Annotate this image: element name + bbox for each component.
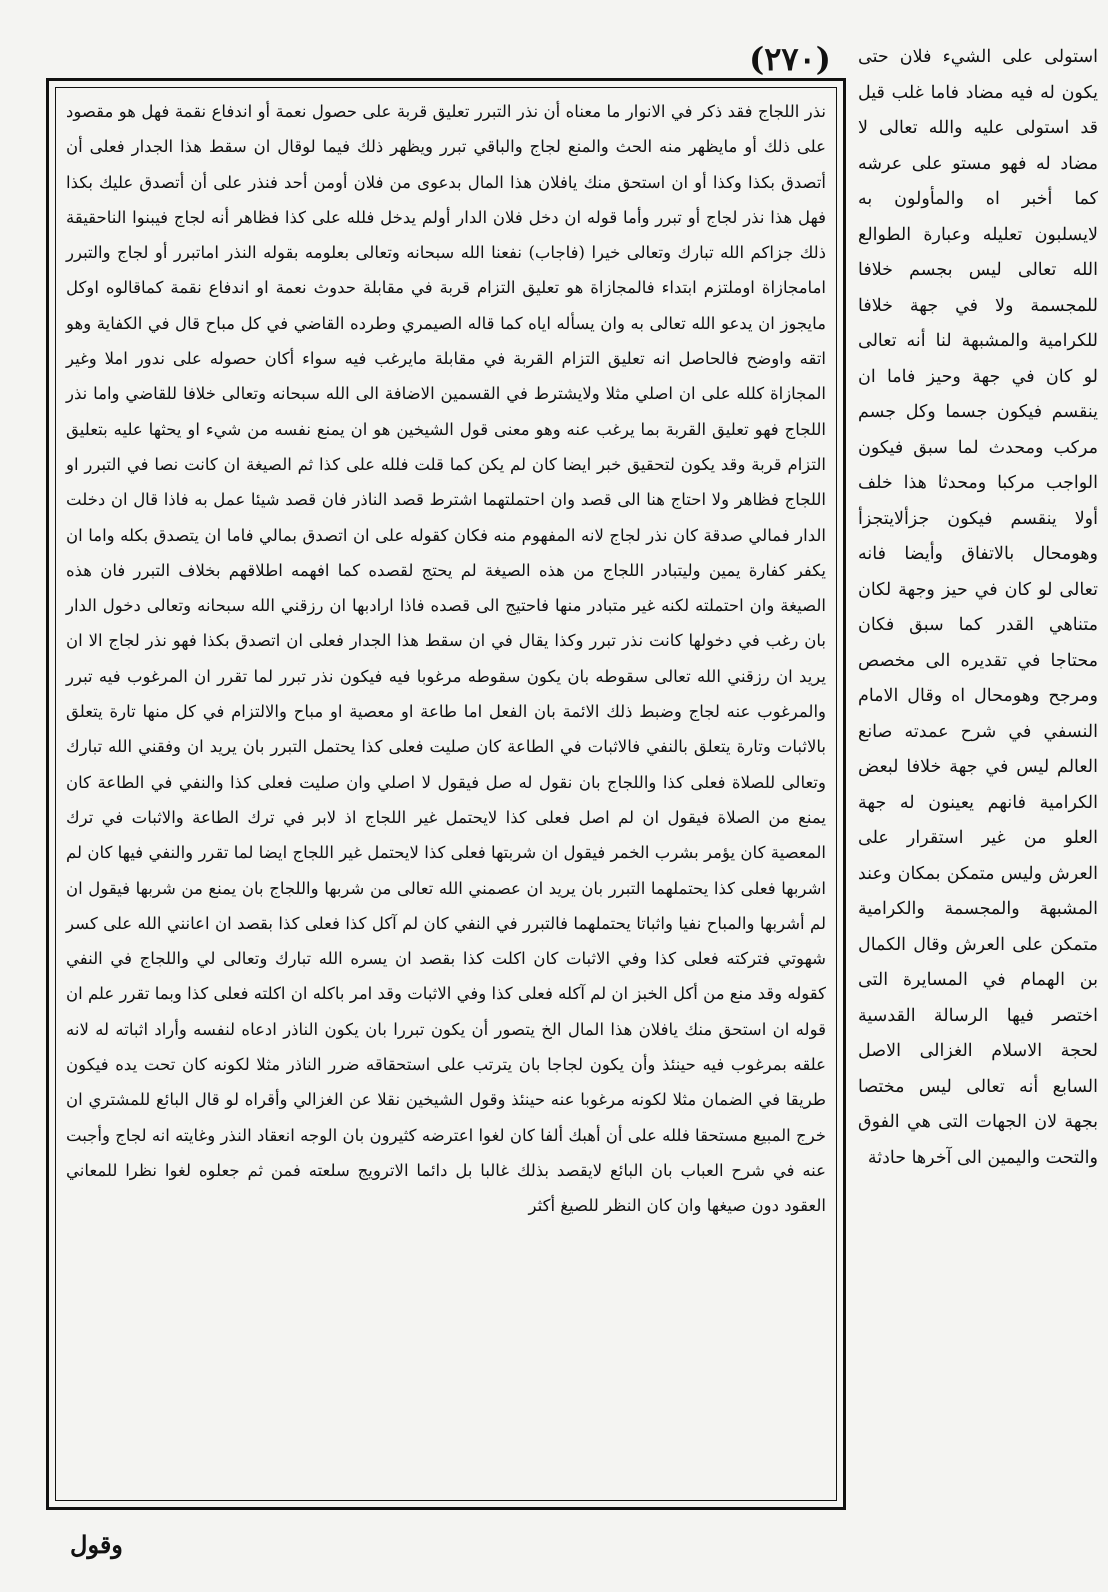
main-text-body xyxy=(66,94,826,1224)
main-text-inner-border xyxy=(55,87,837,1501)
main-text-frame xyxy=(46,78,846,1510)
margin-paragraph: استولى على الشيء فلان حتى يكون له فيه مضاد فاما غلب قيل قد استولى عليه والله تعالى لا مضاد له فهو مستو على عرشه كما أخبر اه والمأولون به لايسلبون تعليله وعبارة الطوالع الله تعالى ليس بجسم خلافا للمجسمة ولا في جهة خلافا للكرامية والمشبهة لنا أنه تعالى لو كان في جهة وحيز فاما ان ينقسم فيكون جسما وكل جسم مركب ومحدث لما سبق فيكون الواجب مركبا ومحدثا هذا خلف أولا ينقسم فيكون جزألايتجزأ وهومحال بالاتفاق وأيضا فانه تعالى لو كان في حيز وجهة لكان متناهي القدر كما سبق فكان محتاجا في تقديره الى مخصص ومرجح وهومحال اه وقال الامام النسفي في شرح عمدته صانع العالم ليس في جهة خلافا لبعض الكرامية فانهم يعينون له جهة العلو من غير استقرار على العرش وليس متمكن بمكان وعند المشبهة والمجسمة والكرامية متمكن على العرش وقال الكمال بن الهمام في المسايرة التى اختصر فيها الرسالة القدسية لحجة الاسلام الغزالى الاصل السابع أنه تعالى ليس مختصا بجهة لان الجهات التى هي الفوق والتحت واليمين الى آخرها حادثة xyxy=(858,47,1098,1168)
margin-note-text xyxy=(858,40,1098,1176)
page-number: (٢٧٠) xyxy=(749,40,831,78)
catchword: وقول xyxy=(70,1530,123,1559)
main-paragraph: نذر اللجاج فقد ذكر في الانوار ما معناه أن نذر التبرر تعليق قربة على حصول نعمة أو اندفاع نقمة فهل هو مقصود على ذلك أو مايظهر منه الحث والمنع لجاج والباقي تبرر ويظهر ذلك فيما لوقال ان سقط هذا الجدار فعلى أن أتصدق بكذا وكذا أو ان استحق منك يافلان هذا المال بدعوى من فلان أومن أحد فنذر على أن أتصدق عليك بكذا فهل هذا نذر لجاج أو تبرر وأما قوله ان دخل فلان الدار أولم يدخل فلله على كذا فظاهر أنه لجاج فيبنوا الناحقيقة ذلك جزاكم الله تبارك وتعالى خيرا (فاجاب) نفعنا الله سبحانه وتعالى بعلومه بقوله النذر اماتبرر أو لجاج والتبرر امامجازاة اوملتزم ابتداء فالمجازاة هو تعليق التزام قربة في مقابلة حدوث نعمة او اندفاع نقمة كماقالوه اوكل مايجوز ان يدعو الله تعالى به وان يسأله اياه كما قاله الصيمري وطرده القاضي في كل مباح قال في الكفاية وهو اتقه واوضح فالحاصل انه تعليق التزام القربة في مقابلة مايرغب فيه سواء أكان حصوله على ندور املا وغير المجازاة كلله على ان اصلي مثلا ولايشترط في القسمين الاضافة الى الله سبحانه وتعالى خلافا للقاضي واما نذر اللجاج فهو تعليق القربة بما يرغب عنه وهو معنى قول الشيخين هو ان يمنع نفسه من شيء او يحثها عليه بتعليق التزام قربة وقد يكون لتحقيق خبر ايضا كان لم يكن كما قلت فلله على كذا ثم الصيغة ان كانت نصا في التبرر او اللجاج فظاهر ولا احتاج هنا الى قصد وان احتملتهما اشترط قصد الناذر فان قصد شيئا عمل به فاذا قال ان دخلت الدار فمالي صدقة كان نذر لجاج لانه المفهوم منه فكان كقوله على ان اتصدق بمالي فاما ان يتصدق بكله واما ان يكفر كفارة يمين وليتبادر اللجاج من هذه الصيغة لم يحتج لقصده كما افهمه اطلاقهم بخلاف التبرر فان هذه الصيغة وان احتملته لكنه غير متبادر منها فاحتيج الى قصده فاذا ارادبها ان رزقني الله سبحانه وتعالى دخول الدار بان رغب في دخولها كانت نذر تبرر وكذا يقال في ان سقط هذا الجدار فعلى ان اتصدق بكذا فهو نذر لجاج الا ان يريد ان رزقني الله تعالى سقوطه بان يكون سقوطه مرغوبا فيه فيكون نذر تبرر لما تقرر ان المرغوب فيه تبرر والمرغوب عنه لجاج وضبط ذلك الائمة بان الفعل اما طاعة او معصية او مباح والالتزام في كل منها تارة يتعلق بالاثبات وتارة يتعلق بالنفي فالاثبات في الطاعة كان صليت فعلى كذا يحتمل التبرر بان يريد ان وفقني الله تبارك وتعالى للصلاة فعلى كذا واللجاج بان نقول له صل فيقول لا اصلي وان صليت فعلى كذا والنفي في الطاعة كان يمنع من الصلاة فيقول ان لم اصل فعلى كذا لايحتمل غير اللجاج اذ لابر في ترك الطاعة والاثبات في ترك المعصية كان يؤمر بشرب الخمر فيقول ان شربتها فعلى كذا لايحتمل غير اللجاج ايضا لما تقرر والنفي فيها كان لم اشربها فعلى كذا يحتملهما التبرر بان يريد ان عصمني الله تعالى من شربها واللجاج بان يمنع من شربها فيقول ان لم أشربها والمباح نفيا واثباتا يحتملهما فالتبرر في النفي كان لم آكل كذا فعلى كذا بقصد ان اعانني الله على كسر شهوتي فتركته فعلى كذا وفي الاثبات كان اكلت كذا بقصد ان يسره الله تبارك وتعالى لي واللجاج في النفي كقوله وقد منع من أكل الخبز ان لم آكله فعلى كذا وفي الاثبات وقد امر باكله ان اكلته فعلى كذا وبما تقرر علم ان قوله ان استحق منك يافلان هذا المال الخ يتصور أن يكون تبررا بان يكون الناذر ادعاه لنفسه وأراد اثباته له لانه علقه بمرغوب فيه حينئذ وأن يكون لجاجا بان يترتب على استحقاقه ضرر الناذر مثلا لكونه كان تحت يده فيكون طريقا في الضمان مثلا لكونه مرغوبا عنه حينئذ وقول الشيخين نقلا عن الغزالي وأقراه لو قال البائع للمشتري ان خرج المبيع مستحقا فلله على أن أهبك ألفا كان لغوا اعترضه كثيرون بان الوجه انعقاد النذر وغايته انه لجاج وأجبت عنه في شرح العباب بان البائع لايقصد بذلك غالبا بل دائما الاترويج سلعته فمن ثم جعلوه لغوا نظرا للمعاني العقود دون صيغها وان كان النظر للصيغ أكثر xyxy=(66,102,827,1216)
margin-note xyxy=(858,40,1098,1512)
